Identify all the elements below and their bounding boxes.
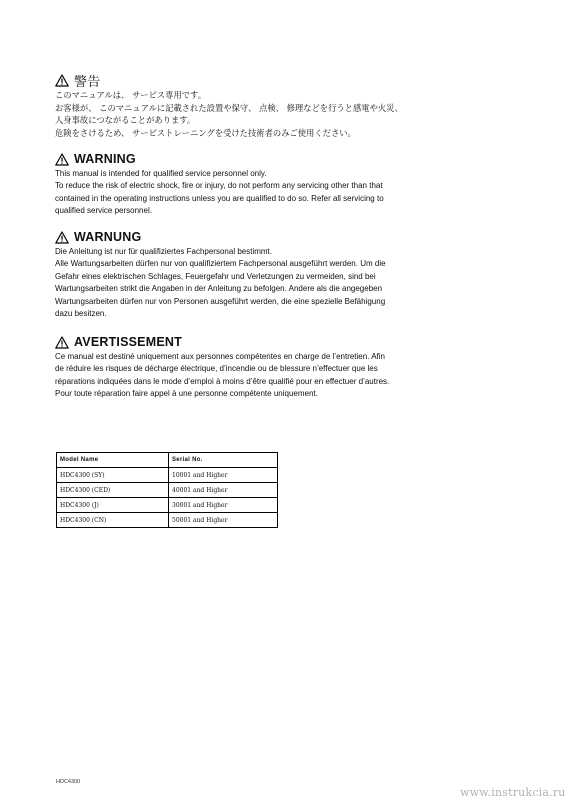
table-header-row xyxy=(57,453,278,468)
body-text-line: To reduce the risk of electric shock, fire or injury, do not perform any servicing other than that xyxy=(55,181,383,191)
model-name-cell: HDC4300 (CED) xyxy=(57,483,169,498)
section-heading-text: WARNING xyxy=(74,152,136,166)
body-text-line: dazu besitzen. xyxy=(55,309,107,319)
body-text-line: Die Anleitung ist nur für qualifiziertes Fachpersonal bestimmt. xyxy=(55,247,272,256)
warning-section-japanese xyxy=(55,72,475,139)
section-heading-text: WARNUNG xyxy=(74,230,142,244)
warning-section-german xyxy=(55,229,475,320)
body-text-line: contained in the operating instructions unless you are qualified to do so. Refer all servicing to xyxy=(55,193,384,203)
section-heading xyxy=(55,151,475,167)
body-text-line: このマニュアルは、 サービス専用です。 xyxy=(55,90,206,100)
body-text-line: Wartungsarbeiten strikt die Angaben in der Anleitung zu befolgen. Andere als die angegeben xyxy=(55,284,383,294)
model-name-cell: HDC4300 (SY) xyxy=(57,468,169,483)
warning-triangle-icon xyxy=(55,153,69,166)
body-text-line: Alle Wartungsarbeiten dürfen nur von qualifiziertem Fachpersonal ausgeführt werden. Um die xyxy=(55,259,386,269)
body-text-line: Ce manual est destiné uniquement aux personnes compétentes en charge de l’entretien. Afin xyxy=(55,352,385,361)
serial-no-cell: 30001 and Higher xyxy=(169,498,278,513)
watermark-text: www.instrukcia.ru xyxy=(460,786,566,799)
body-text-line: réparations indiquées dans le mode d’emploi à moins d’être qualifié pour en effectuer d’autres. xyxy=(55,376,390,386)
table-header-model-name: Model Name xyxy=(57,453,169,468)
section-heading-text: AVERTISSEMENT xyxy=(74,335,182,349)
body-text-line: qualified service personnel. xyxy=(55,206,152,216)
section-heading xyxy=(55,334,475,350)
table-row xyxy=(57,483,278,498)
section-heading-text: 警告 xyxy=(74,73,101,89)
table-row xyxy=(57,513,278,528)
section-heading xyxy=(55,229,475,245)
footer-model-code: HDC4300 xyxy=(56,779,81,785)
body-text-line: de réduire les risques de décharge électrique, d’incendie ou de blessure n’effectuer que les xyxy=(55,364,378,374)
table-row xyxy=(57,498,278,513)
warning-triangle-icon xyxy=(55,336,69,349)
serial-no-cell: 40001 and Higher xyxy=(169,483,278,498)
body-text-line: Gefahr eines elektrischen Schlages, Feuergefahr und Verletzungen zu vermeiden, sind bei xyxy=(55,271,376,281)
model-serial-table xyxy=(56,452,278,528)
warning-triangle-icon xyxy=(55,231,69,244)
body-text-line: 人身事故につながることがあります。 xyxy=(55,115,196,125)
table-row xyxy=(57,468,278,483)
body-text-line: This manual is intended for qualified service personnel only. xyxy=(55,169,267,178)
warning-section-english xyxy=(55,151,475,218)
warning-triangle-icon xyxy=(55,74,69,87)
warning-section-french xyxy=(55,334,475,401)
serial-no-cell: 10001 and Higher xyxy=(169,468,278,483)
serial-no-cell: 50001 and Higher xyxy=(169,513,278,528)
section-heading xyxy=(55,72,475,88)
body-text-line: 危険をさけるため、 サービストレーニングを受けた技術者のみご使用ください。 xyxy=(55,127,356,138)
table-header-serial-no: Serial No. xyxy=(169,453,278,468)
body-text-line: Pour toute réparation faire appel à une personne compétente uniquement. xyxy=(55,389,318,399)
body-text-line: Wartungsarbeiten dürfen nur von Personen ausgeführt werden, die eine spezielle Befähigung xyxy=(55,296,386,306)
model-name-cell: HDC4300 (CN) xyxy=(57,513,169,528)
body-text-line: お客様が、 このマニュアルに記載された設置や保守、 点検、 修理などを行うと感電や火災、 xyxy=(55,102,403,113)
model-name-cell: HDC4300 (J) xyxy=(57,498,169,513)
